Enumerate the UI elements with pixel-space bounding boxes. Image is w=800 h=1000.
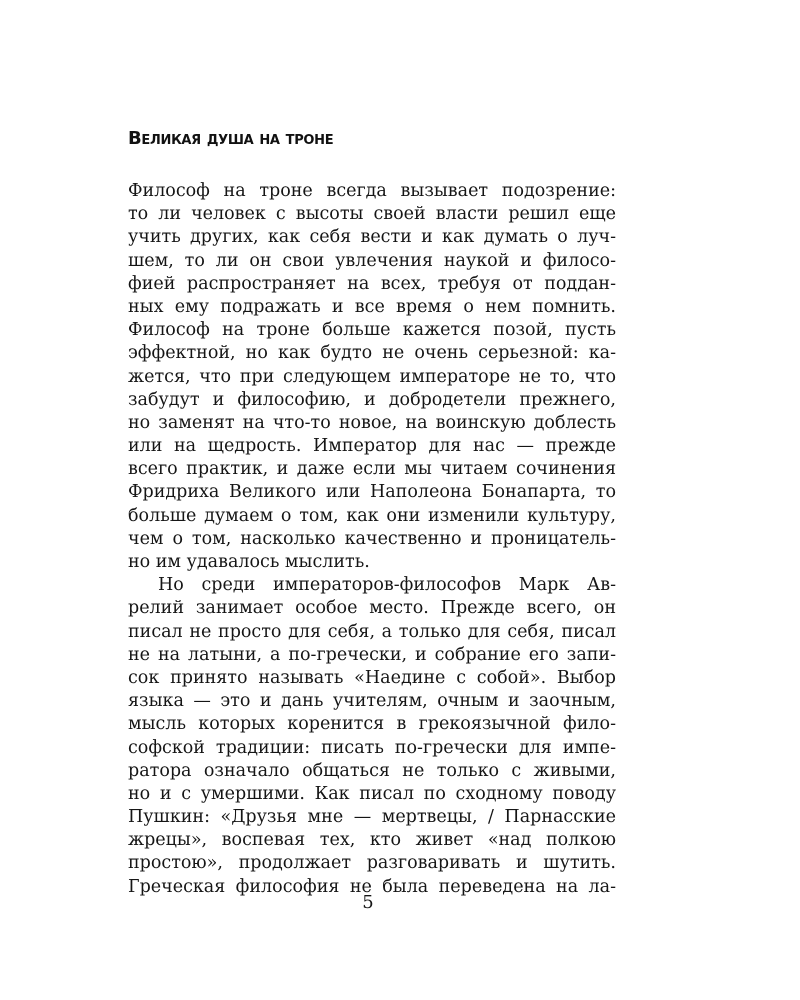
text-line: ратора означало общаться не только с живыми,: [128, 760, 616, 781]
text-line: мысль которых коренится в грекоязычной фило-: [128, 714, 616, 735]
text-line: но заменят на что-то новое, на воинскую доблесть: [128, 412, 616, 433]
text-line: больше думаем о том, как они изменили культуру,: [128, 505, 616, 526]
text-line: чем о том, насколько качественно и проницатель-: [128, 528, 616, 549]
text-line: простою», продолжает разговаривать и шутить.: [128, 853, 616, 874]
paragraph-end-line: но им удавалось мыслить.: [128, 552, 370, 572]
text-line: эффектной, но как будто не очень серьезной: ка-: [128, 343, 616, 364]
text-line: учить других, как себя вести и как думать о луч-: [128, 227, 616, 248]
chapter-heading: Великая душа на троне: [128, 128, 334, 149]
text-line: Фридриха Великого или Наполеона Бонапарта, то: [128, 482, 616, 503]
text-line: Пушкин: «Друзья мне — мертвецы, / Парнасские: [128, 807, 616, 828]
text-line: писал не просто для себя, а только для себя, писал: [128, 621, 616, 642]
text-line: но и с умершими. Как писал по сходному поводу: [128, 783, 616, 804]
text-line: Греческая философия не была переведена на ла-: [128, 876, 616, 897]
text-line: Философ на троне всегда вызывает подозрение:: [128, 181, 616, 201]
text-line: жрецы», воспевая тех, кто живет «над полкою: [128, 830, 616, 851]
text-line: языка — это и дань учителям, очным и заочным,: [128, 691, 616, 712]
text-line: ных ему подражать и все время о нем помнить.: [128, 296, 616, 317]
text-line: софской традиции: писать по-гречески для импе-: [128, 737, 616, 758]
text-line: жется, что при следующем императоре не то, что: [128, 366, 616, 387]
text-line: или на щедрость. Император для нас — прежде: [128, 436, 616, 457]
paragraph-first-line: Но среди императоров-философов Марк Ав-: [158, 575, 616, 596]
text-line: сок принято называть «Наедине с собой». Выбор: [128, 667, 616, 688]
text-line: всего практик, и даже если мы читаем сочинения: [128, 459, 616, 480]
text-line: шем, то ли он свои увлечения наукой и филосо-: [128, 250, 616, 271]
text-line: то ли человек с высоты своей власти решил еще: [128, 204, 616, 225]
body-text: [128, 180, 616, 899]
text-line: не на латыни, а по-гречески, и собрание его запи-: [128, 644, 616, 665]
text-line: фией распространяет на всех, требуя от поддан-: [128, 273, 616, 294]
text-line: забудут и философию, и добродетели прежнего,: [128, 389, 616, 410]
text-line: релий занимает особое место. Прежде всего, он: [128, 598, 616, 619]
page-number: 5: [362, 892, 374, 913]
text-line: Философ на троне больше кажется позой, пусть: [128, 320, 616, 341]
